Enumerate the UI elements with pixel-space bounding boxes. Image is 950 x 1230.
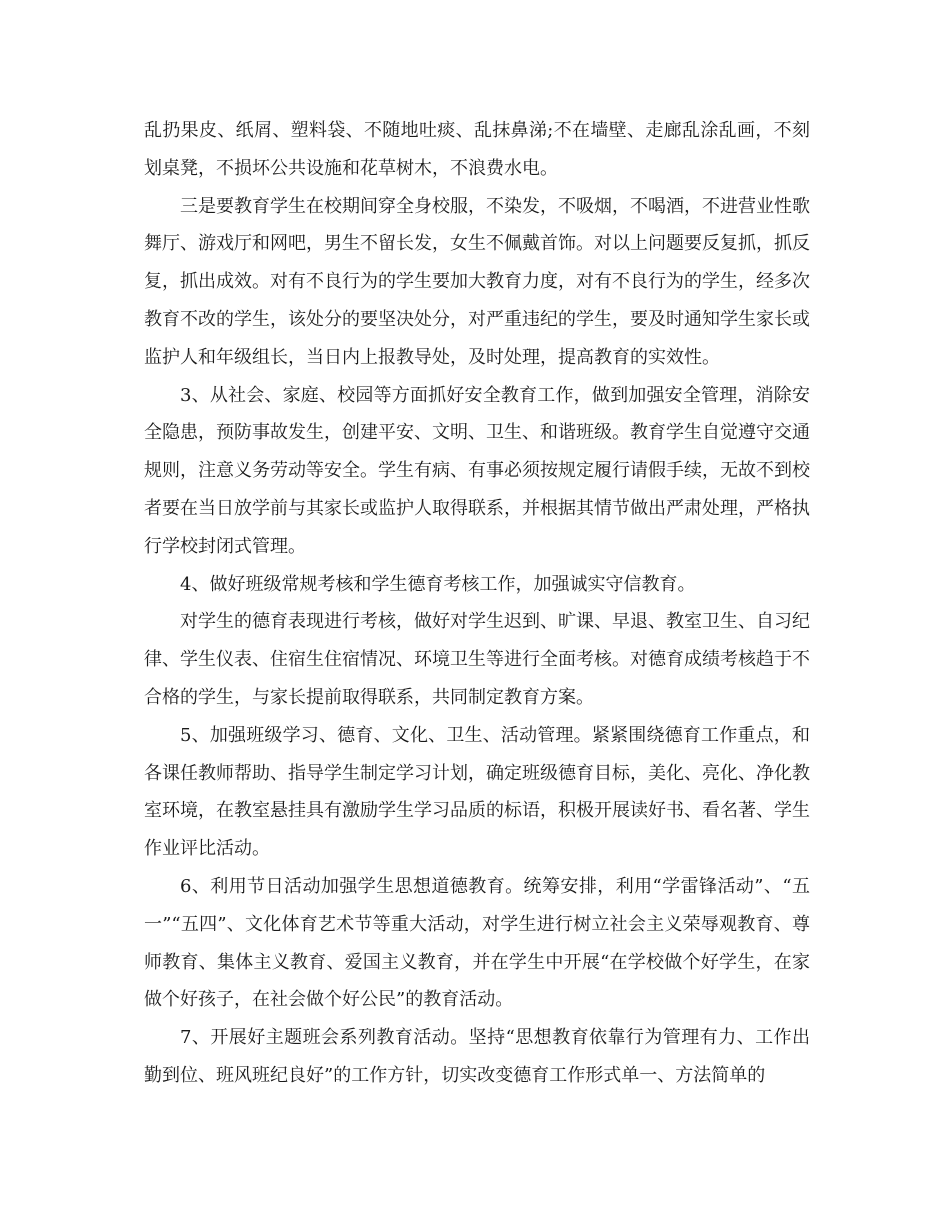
- paragraph-8: 7、开展好主题班会系列教育活动。坚持“思想教育依靠行为管理有力、工作出勤到位、班风班纪良好”的工作方针，切实改变德育工作形式单一、方法简单的: [144, 1027, 810, 1086]
- document-body: [144, 112, 810, 1095]
- paragraph-6: 5、加强班级学习、德育、文化、卫生、活动管理。紧紧围绕德育工作重点，和各课任教师帮助、指导学生制定学习计划，确定班级德育目标，美化、亮化、净化教室环境，在教室悬挂具有激励学生学习品质的标语，积极开展读好书、看名著、学生作业评比活动。: [144, 724, 810, 860]
- paragraph-7: 6、利用节日活动加强学生思想道德教育。统筹安排，利用“学雷锋活动”、“五一”“五四”、文化体育艺术节等重大活动，对学生进行树立社会主义荣辱观教育、尊师教育、集体主义教育、爱国主义教育，并在学生中开展“在学校做个好学生，在家做个好孩子，在社会做个好公民”的教育活动。: [144, 875, 810, 1011]
- paragraph-2: 三是要教育学生在校期间穿全身校服，不染发，不吸烟，不喝酒，不进营业性歌舞厅、游戏厅和网吧，男生不留长发，女生不佩戴首饰。对以上问题要反复抓，抓反复，抓出成效。对有不良行为的学生要加大教育力度，对有不良行为的学生，经多次教育不改的学生，该处分的要坚决处分，对严重违纪的学生，要及时通知学生家长或监护人和年级组长，当日内上报教导处，及时处理，提高教育的实效性。: [144, 195, 810, 368]
- paragraph-4: 4、做好班级常规考核和学生德育考核工作，加强诚实守信教育。: [180, 573, 696, 595]
- paragraph-3: 3、从社会、家庭、校园等方面抓好安全教育工作，做到加强安全管理，消除安全隐患，预防事故发生，创建平安、文明、卫生、和谐班级。教育学生自觉遵守交通规则，注意义务劳动等安全。学生有病、有事必须按规定履行请假手续，无故不到校者要在当日放学前与其家长或监护人取得联系，并根据其情节做出严肃处理，严格执行学校封闭式管理。: [144, 384, 810, 557]
- paragraph-5: 对学生的德育表现进行考核，做好对学生迟到、旷课、早退、教室卫生、自习纪律、学生仪表、住宿生住宿情况、环境卫生等进行全面考核。对德育成绩考核趋于不合格的学生，与家长提前取得联系，共同制定教育方案。: [144, 611, 810, 708]
- paragraph-1: 乱扔果皮、纸屑、塑料袋、不随地吐痰、乱抹鼻涕;不在墙壁、走廊乱涂乱画，不刻划桌凳，不损坏公共设施和花草树木，不浪费水电。: [144, 120, 810, 179]
